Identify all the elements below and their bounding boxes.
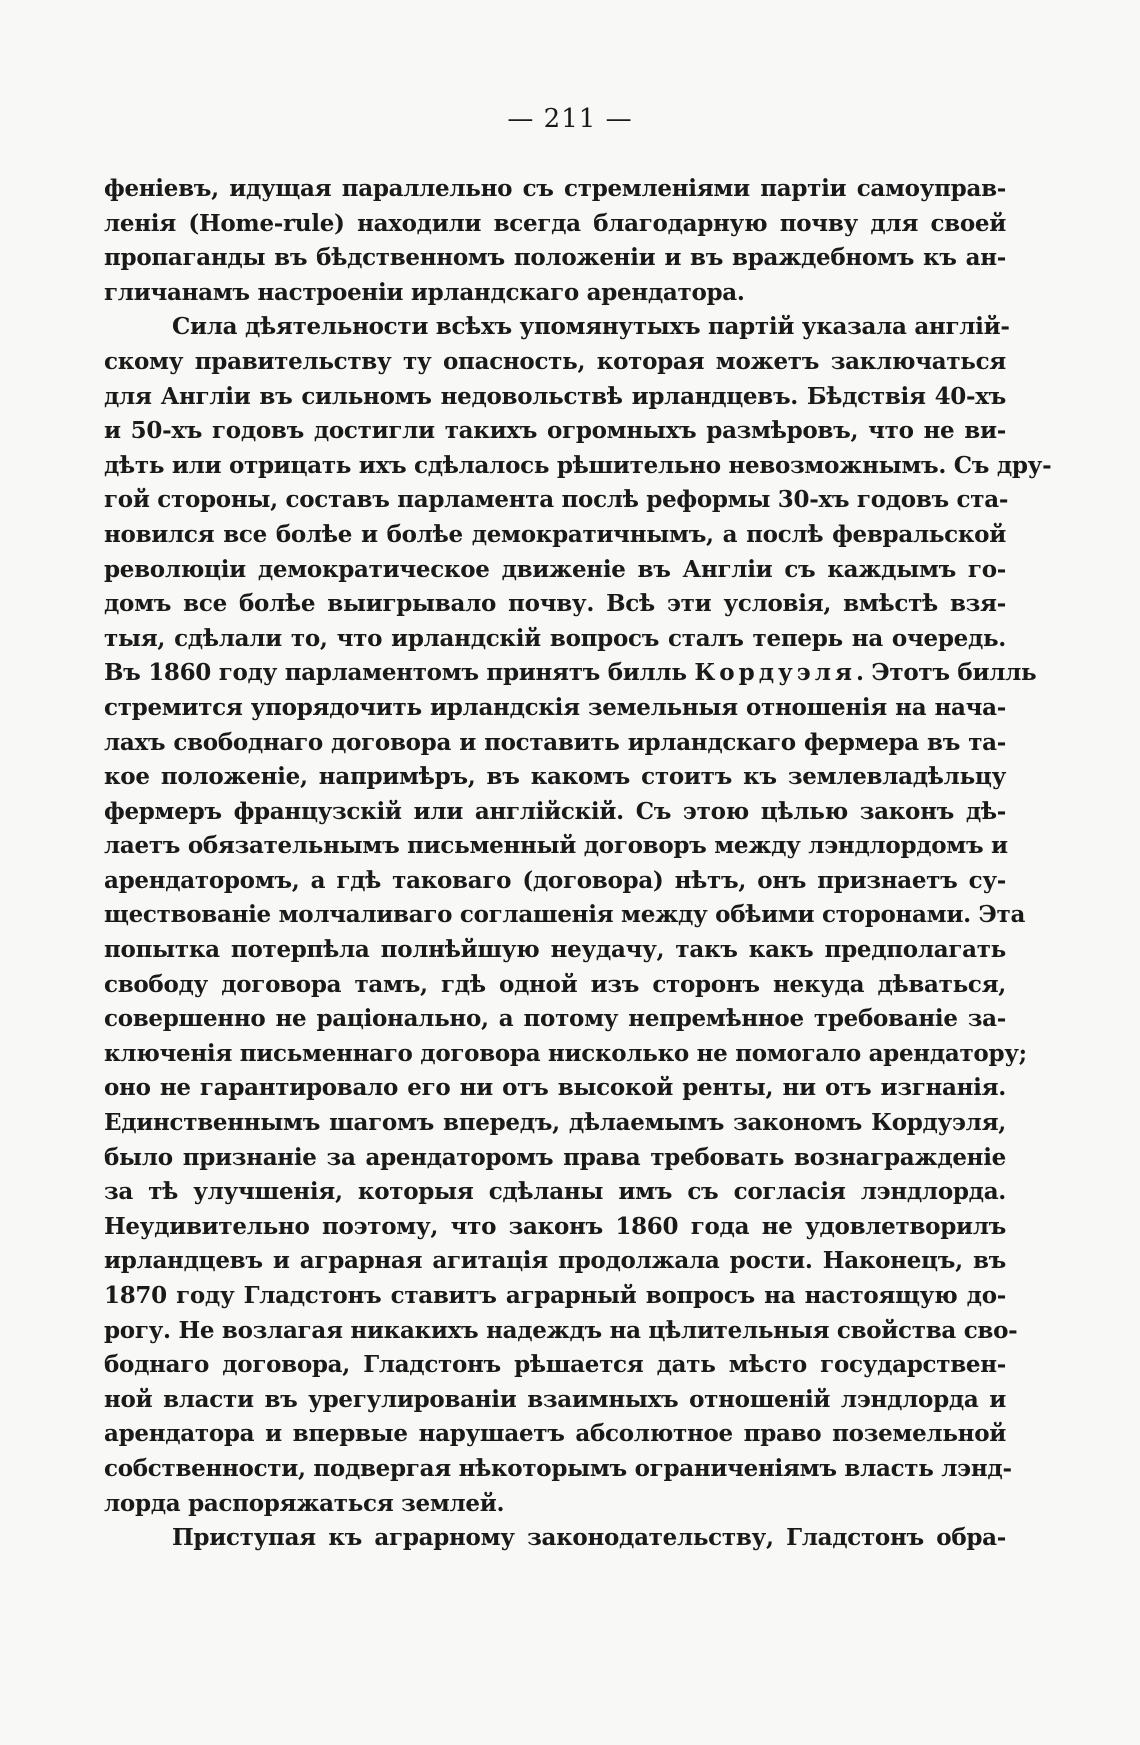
text-segment: . Этотъ билль (856, 659, 1037, 687)
text-line: революціи демократическое движеніе въ Англіи съ каждымъ го- (104, 555, 1006, 583)
text-line-with-spaced-name (104, 656, 1037, 691)
spaced-name: Кордуэля (694, 659, 856, 687)
text-line: для Англіи въ сильномъ недовольствѣ ирландцевъ. Бѣдствія 40-хъ (104, 382, 1006, 410)
text-line: арендатора и впервые нарушаетъ абсолютное право поземельной (104, 1420, 1006, 1448)
text-line: фермеръ французскій или англійскій. Съ этою цѣлью законъ дѣ- (104, 797, 1006, 825)
text-line: собственности, подвергая нѣкоторымъ ограниченіямъ власть лэнд- (104, 1454, 1012, 1482)
text-line: было признаніе за арендаторомъ права требовать вознагражденіе (104, 1143, 1006, 1171)
text-line: и 50-хъ годовъ достигли такихъ огромныхъ размѣровъ, что не ви- (104, 417, 1006, 445)
paragraph-start-line: Сила дѣятельности всѣхъ упомянутыхъ партій указала англій- (172, 313, 1010, 341)
text-line: дѣть или отрицать ихъ сдѣлалось рѣшительно невозможнымъ. Съ дру- (104, 451, 1052, 479)
text-line: гой стороны, составъ парламента послѣ реформы 30-хъ годовъ ста- (104, 486, 1009, 514)
text-line: Единственнымъ шагомъ впередъ, дѣлаемымъ закономъ Кордуэля, (104, 1109, 1006, 1137)
text-line: оно не гарантировало его ни отъ высокой ренты, ни отъ изгнанія. (104, 1074, 1006, 1102)
text-line: совершенно не раціонально, а потому непремѣнное требованіе за- (104, 1005, 1006, 1033)
text-line: стремится упорядочить ирландскія земельныя отношенія на нача- (104, 693, 1006, 721)
text-line: домъ все болѣе выигрывало почву. Всѣ эти условія, вмѣстѣ взя- (104, 590, 1006, 618)
text-line: ществованіе молчаливаго соглашенія между обѣими сторонами. Эта (104, 901, 1026, 929)
text-line: гличанамъ настроеніи ирландскаго арендатора. (104, 278, 745, 306)
text-line: свободу договора тамъ, гдѣ одной изъ сторонъ некуда дѣваться, (104, 970, 1006, 998)
text-line: за тѣ улучшенія, которыя сдѣланы имъ съ согласія лэндлорда. (104, 1178, 1006, 1206)
text-line: рогу. Не возлагая никакихъ надеждъ на цѣлительныя свойства сво- (104, 1316, 1018, 1344)
text-line: лахъ свободнаго договора и поставить ирландскаго фермера въ та- (104, 728, 1006, 756)
paragraph-start-line: Приступая къ аграрному законодательству, Гладстонъ обра- (172, 1524, 1006, 1552)
text-line: ключенія письменнаго договора нисколько не помогало арендатору; (104, 1039, 1027, 1067)
text-line: арендаторомъ, а гдѣ таковаго (договора) нѣтъ, онъ признаетъ су- (104, 866, 1006, 894)
text-line: лаетъ обязательнымъ письменный договоръ между лэндлордомъ и (104, 832, 1008, 860)
text-line: новился все болѣе и болѣе демократичнымъ, а послѣ февральской (104, 520, 1006, 548)
text-line: тыя, сдѣлали то, что ирландскій вопросъ сталъ теперь на очередь. (104, 624, 1006, 652)
text-line: 1870 году Гладстонъ ставитъ аграрный вопросъ на настоящую до- (104, 1282, 1006, 1309)
text-line: скому правительству ту опасность, которая можетъ заключаться (104, 347, 1006, 375)
text-line: лорда распоряжаться землей. (104, 1489, 505, 1517)
text-line: кое положеніе, напримѣръ, въ какомъ стоитъ къ землевладѣльцу (104, 763, 1006, 791)
text-line: Неудивительно поэтому, что законъ 1860 года не удовлетворилъ (104, 1212, 1006, 1240)
body-text (104, 172, 1052, 1556)
text-line: боднаго договора, Гладстонъ рѣшается дать мѣсто государствен- (104, 1351, 1006, 1379)
text-line: феніевъ, идущая параллельно съ стремленіями партіи самоуправ- (104, 175, 1006, 202)
text-line: попытка потерпѣла полнѣйшую неудачу, такъ какъ предполагать (104, 936, 1006, 964)
text-segment: Въ 1860 году парламентомъ принятъ билль (104, 659, 695, 687)
page-number: — 211 — (507, 104, 633, 134)
text-line: ленія (Home-rule) находили всегда благодарную почву для своей (104, 209, 1006, 237)
text-line: ной власти въ урегулированіи взаимныхъ отношеній лэндлорда и (104, 1385, 1006, 1413)
text-line: ирландцевъ и аграрная агитація продолжала рости. Наконецъ, въ (104, 1247, 1006, 1275)
text-line: пропаганды въ бѣдственномъ положеніи и въ враждебномъ къ ан- (104, 244, 1006, 272)
